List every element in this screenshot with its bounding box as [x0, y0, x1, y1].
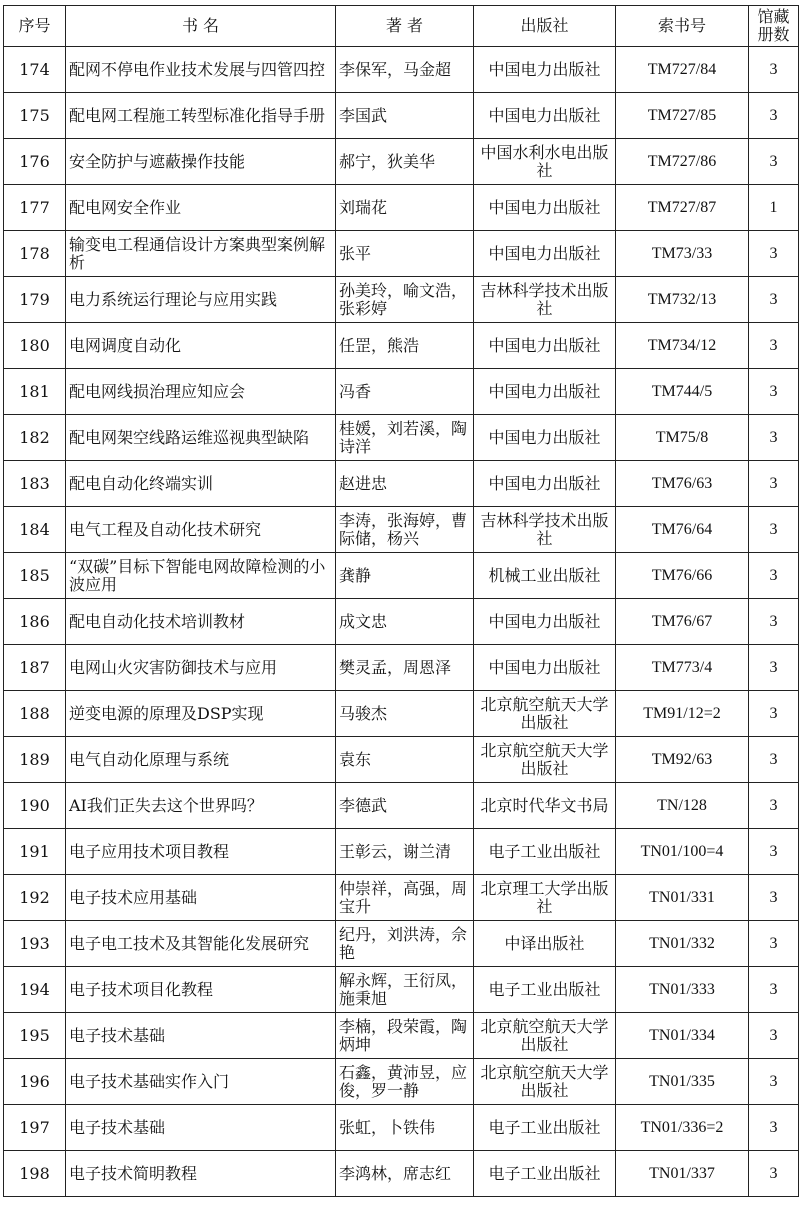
cell-copies: 3: [749, 829, 799, 875]
header-call-number: 索书号: [616, 6, 749, 47]
table-row: [4, 553, 799, 599]
book-list-table: [3, 5, 799, 1197]
cell-copies: 3: [749, 553, 799, 599]
cell-num: 196: [4, 1059, 66, 1105]
cell-publisher: 中国电力出版社: [474, 231, 616, 277]
cell-call-number: TM76/66: [616, 553, 749, 599]
cell-publisher: 电子工业出版社: [474, 1151, 616, 1197]
header-publisher: 出版社: [474, 6, 616, 47]
cell-copies: 3: [749, 323, 799, 369]
cell-title: 配电自动化技术培训教材: [66, 599, 336, 645]
cell-num: 197: [4, 1105, 66, 1151]
cell-num: 195: [4, 1013, 66, 1059]
table-row: [4, 1013, 799, 1059]
cell-publisher: 北京航空航天大学出版社: [474, 1013, 616, 1059]
cell-author: 刘瑞花: [336, 185, 474, 231]
cell-call-number: TN01/332: [616, 921, 749, 967]
table-row: [4, 369, 799, 415]
cell-copies: 3: [749, 1059, 799, 1105]
cell-num: 175: [4, 93, 66, 139]
cell-copies: 3: [749, 231, 799, 277]
cell-num: 185: [4, 553, 66, 599]
table-row: [4, 691, 799, 737]
cell-call-number: TM727/87: [616, 185, 749, 231]
table-body: [4, 47, 799, 1197]
cell-publisher: 电子工业出版社: [474, 829, 616, 875]
cell-publisher: 中译出版社: [474, 921, 616, 967]
table-row: [4, 645, 799, 691]
cell-publisher: 中国电力出版社: [474, 369, 616, 415]
cell-publisher: 中国电力出版社: [474, 323, 616, 369]
cell-author: 李国武: [336, 93, 474, 139]
cell-call-number: TM727/86: [616, 139, 749, 185]
cell-author: 赵进忠: [336, 461, 474, 507]
cell-title: 配电网工程施工转型标准化指导手册: [66, 93, 336, 139]
cell-call-number: TM73/33: [616, 231, 749, 277]
cell-title: AI我们正失去这个世界吗？: [66, 783, 336, 829]
table-row: [4, 47, 799, 93]
header-copies: 馆藏册数: [749, 6, 799, 47]
header-num: 序号: [4, 6, 66, 47]
cell-num: 186: [4, 599, 66, 645]
cell-publisher: 中国电力出版社: [474, 47, 616, 93]
cell-copies: 3: [749, 507, 799, 553]
cell-title: 输变电工程通信设计方案典型案例解析: [66, 231, 336, 277]
cell-publisher: 中国电力出版社: [474, 415, 616, 461]
cell-title: “双碳”目标下智能电网故障检测的小波应用: [66, 553, 336, 599]
cell-publisher: 北京航空航天大学出版社: [474, 1059, 616, 1105]
cell-publisher: 电子工业出版社: [474, 1105, 616, 1151]
cell-author: 李德武: [336, 783, 474, 829]
table-row: [4, 139, 799, 185]
cell-copies: 3: [749, 1105, 799, 1151]
cell-publisher: 中国电力出版社: [474, 599, 616, 645]
cell-call-number: TM75/8: [616, 415, 749, 461]
cell-call-number: TM76/67: [616, 599, 749, 645]
cell-num: 177: [4, 185, 66, 231]
cell-author: 纪丹，刘洪涛，佘艳: [336, 921, 474, 967]
cell-author: 郝宁，狄美华: [336, 139, 474, 185]
table-row: [4, 461, 799, 507]
table-row: [4, 277, 799, 323]
cell-author: 石鑫，黄沛昱，应俊，罗一静: [336, 1059, 474, 1105]
cell-title: 安全防护与遮蔽操作技能: [66, 139, 336, 185]
cell-copies: 3: [749, 921, 799, 967]
header-author: 著 者: [336, 6, 474, 47]
cell-title: 电气工程及自动化技术研究: [66, 507, 336, 553]
table-row: [4, 415, 799, 461]
cell-author: 桂媛，刘若溪，陶诗洋: [336, 415, 474, 461]
table-row: [4, 737, 799, 783]
cell-title: 电网调度自动化: [66, 323, 336, 369]
cell-copies: 3: [749, 875, 799, 921]
table-row: [4, 507, 799, 553]
cell-call-number: TM76/64: [616, 507, 749, 553]
cell-author: 李涛，张海婷，曹际储，杨兴: [336, 507, 474, 553]
table-row: [4, 323, 799, 369]
cell-call-number: TN/128: [616, 783, 749, 829]
cell-num: 194: [4, 967, 66, 1013]
cell-author: 张平: [336, 231, 474, 277]
cell-copies: 3: [749, 691, 799, 737]
cell-call-number: TN01/334: [616, 1013, 749, 1059]
cell-call-number: TM744/5: [616, 369, 749, 415]
table-row: [4, 231, 799, 277]
table-row: [4, 967, 799, 1013]
header-row: [4, 6, 799, 47]
cell-title: 配电网线损治理应知应会: [66, 369, 336, 415]
table-row: [4, 599, 799, 645]
table-row: [4, 1151, 799, 1197]
cell-publisher: 北京航空航天大学出版社: [474, 691, 616, 737]
cell-num: 174: [4, 47, 66, 93]
cell-copies: 3: [749, 369, 799, 415]
cell-num: 184: [4, 507, 66, 553]
cell-title: 配网不停电作业技术发展与四管四控: [66, 47, 336, 93]
table-row: [4, 783, 799, 829]
cell-title: 逆变电源的原理及DSP实现: [66, 691, 336, 737]
cell-title: 电网山火灾害防御技术与应用: [66, 645, 336, 691]
table-row: [4, 1105, 799, 1151]
cell-call-number: TM732/13: [616, 277, 749, 323]
cell-author: 李楠，段荣霞，陶炳坤: [336, 1013, 474, 1059]
cell-call-number: TN01/331: [616, 875, 749, 921]
cell-publisher: 机械工业出版社: [474, 553, 616, 599]
cell-title: 配电自动化终端实训: [66, 461, 336, 507]
cell-copies: 3: [749, 645, 799, 691]
cell-copies: 3: [749, 277, 799, 323]
cell-author: 解永辉，王衍凤，施秉旭: [336, 967, 474, 1013]
cell-author: 任罡，熊浩: [336, 323, 474, 369]
cell-call-number: TN01/333: [616, 967, 749, 1013]
cell-copies: 1: [749, 185, 799, 231]
cell-copies: 3: [749, 47, 799, 93]
cell-publisher: 中国电力出版社: [474, 461, 616, 507]
cell-author: 孙美玲，喻文浩，张彩婷: [336, 277, 474, 323]
cell-call-number: TM727/85: [616, 93, 749, 139]
cell-num: 187: [4, 645, 66, 691]
cell-author: 袁东: [336, 737, 474, 783]
cell-title: 电子技术应用基础: [66, 875, 336, 921]
table-row: [4, 93, 799, 139]
cell-author: 马骏杰: [336, 691, 474, 737]
cell-publisher: 中国电力出版社: [474, 185, 616, 231]
cell-num: 178: [4, 231, 66, 277]
cell-copies: 3: [749, 1013, 799, 1059]
cell-publisher: 吉林科学技术出版社: [474, 507, 616, 553]
cell-title: 电子技术基础实作入门: [66, 1059, 336, 1105]
cell-copies: 3: [749, 139, 799, 185]
cell-title: 电子技术基础: [66, 1013, 336, 1059]
cell-copies: 3: [749, 1151, 799, 1197]
cell-copies: 3: [749, 737, 799, 783]
cell-num: 198: [4, 1151, 66, 1197]
cell-num: 191: [4, 829, 66, 875]
cell-title: 电力系统运行理论与应用实践: [66, 277, 336, 323]
cell-author: 龚静: [336, 553, 474, 599]
cell-title: 配电网安全作业: [66, 185, 336, 231]
cell-title: 电子技术项目化教程: [66, 967, 336, 1013]
cell-author: 成文忠: [336, 599, 474, 645]
cell-author: 樊灵孟，周恩泽: [336, 645, 474, 691]
cell-author: 冯香: [336, 369, 474, 415]
cell-publisher: 北京理工大学出版社: [474, 875, 616, 921]
cell-num: 179: [4, 277, 66, 323]
table-row: [4, 185, 799, 231]
cell-call-number: TN01/335: [616, 1059, 749, 1105]
table-row: [4, 875, 799, 921]
table-row: [4, 921, 799, 967]
cell-author: 王彰云，谢兰清: [336, 829, 474, 875]
cell-copies: 3: [749, 461, 799, 507]
cell-title: 电子技术基础: [66, 1105, 336, 1151]
cell-author: 张虹，卜铁伟: [336, 1105, 474, 1151]
cell-num: 180: [4, 323, 66, 369]
cell-call-number: TN01/100=4: [616, 829, 749, 875]
cell-num: 176: [4, 139, 66, 185]
cell-publisher: 北京时代华文书局: [474, 783, 616, 829]
cell-call-number: TM76/63: [616, 461, 749, 507]
cell-author: 仲崇祥，高强，周宝升: [336, 875, 474, 921]
cell-title: 配电网架空线路运维巡视典型缺陷: [66, 415, 336, 461]
header-title: 书 名: [66, 6, 336, 47]
cell-publisher: 吉林科学技术出版社: [474, 277, 616, 323]
cell-num: 182: [4, 415, 66, 461]
cell-num: 193: [4, 921, 66, 967]
cell-call-number: TM727/84: [616, 47, 749, 93]
table-row: [4, 829, 799, 875]
cell-copies: 3: [749, 599, 799, 645]
table-row: [4, 1059, 799, 1105]
cell-num: 190: [4, 783, 66, 829]
cell-title: 电子电工技术及其智能化发展研究: [66, 921, 336, 967]
cell-copies: 3: [749, 415, 799, 461]
cell-num: 188: [4, 691, 66, 737]
cell-copies: 3: [749, 967, 799, 1013]
cell-author: 李保军，马金超: [336, 47, 474, 93]
cell-call-number: TM91/12=2: [616, 691, 749, 737]
cell-call-number: TN01/336=2: [616, 1105, 749, 1151]
cell-call-number: TM773/4: [616, 645, 749, 691]
cell-title: 电子应用技术项目教程: [66, 829, 336, 875]
cell-title: 电气自动化原理与系统: [66, 737, 336, 783]
cell-num: 189: [4, 737, 66, 783]
cell-num: 183: [4, 461, 66, 507]
cell-publisher: 中国电力出版社: [474, 645, 616, 691]
cell-title: 电子技术简明教程: [66, 1151, 336, 1197]
cell-num: 192: [4, 875, 66, 921]
cell-call-number: TM92/63: [616, 737, 749, 783]
cell-publisher: 中国电力出版社: [474, 93, 616, 139]
cell-copies: 3: [749, 93, 799, 139]
cell-publisher: 中国水利水电出版社: [474, 139, 616, 185]
cell-publisher: 电子工业出版社: [474, 967, 616, 1013]
cell-author: 李鸿林，席志红: [336, 1151, 474, 1197]
cell-num: 181: [4, 369, 66, 415]
cell-copies: 3: [749, 783, 799, 829]
cell-call-number: TN01/337: [616, 1151, 749, 1197]
cell-call-number: TM734/12: [616, 323, 749, 369]
cell-publisher: 北京航空航天大学出版社: [474, 737, 616, 783]
